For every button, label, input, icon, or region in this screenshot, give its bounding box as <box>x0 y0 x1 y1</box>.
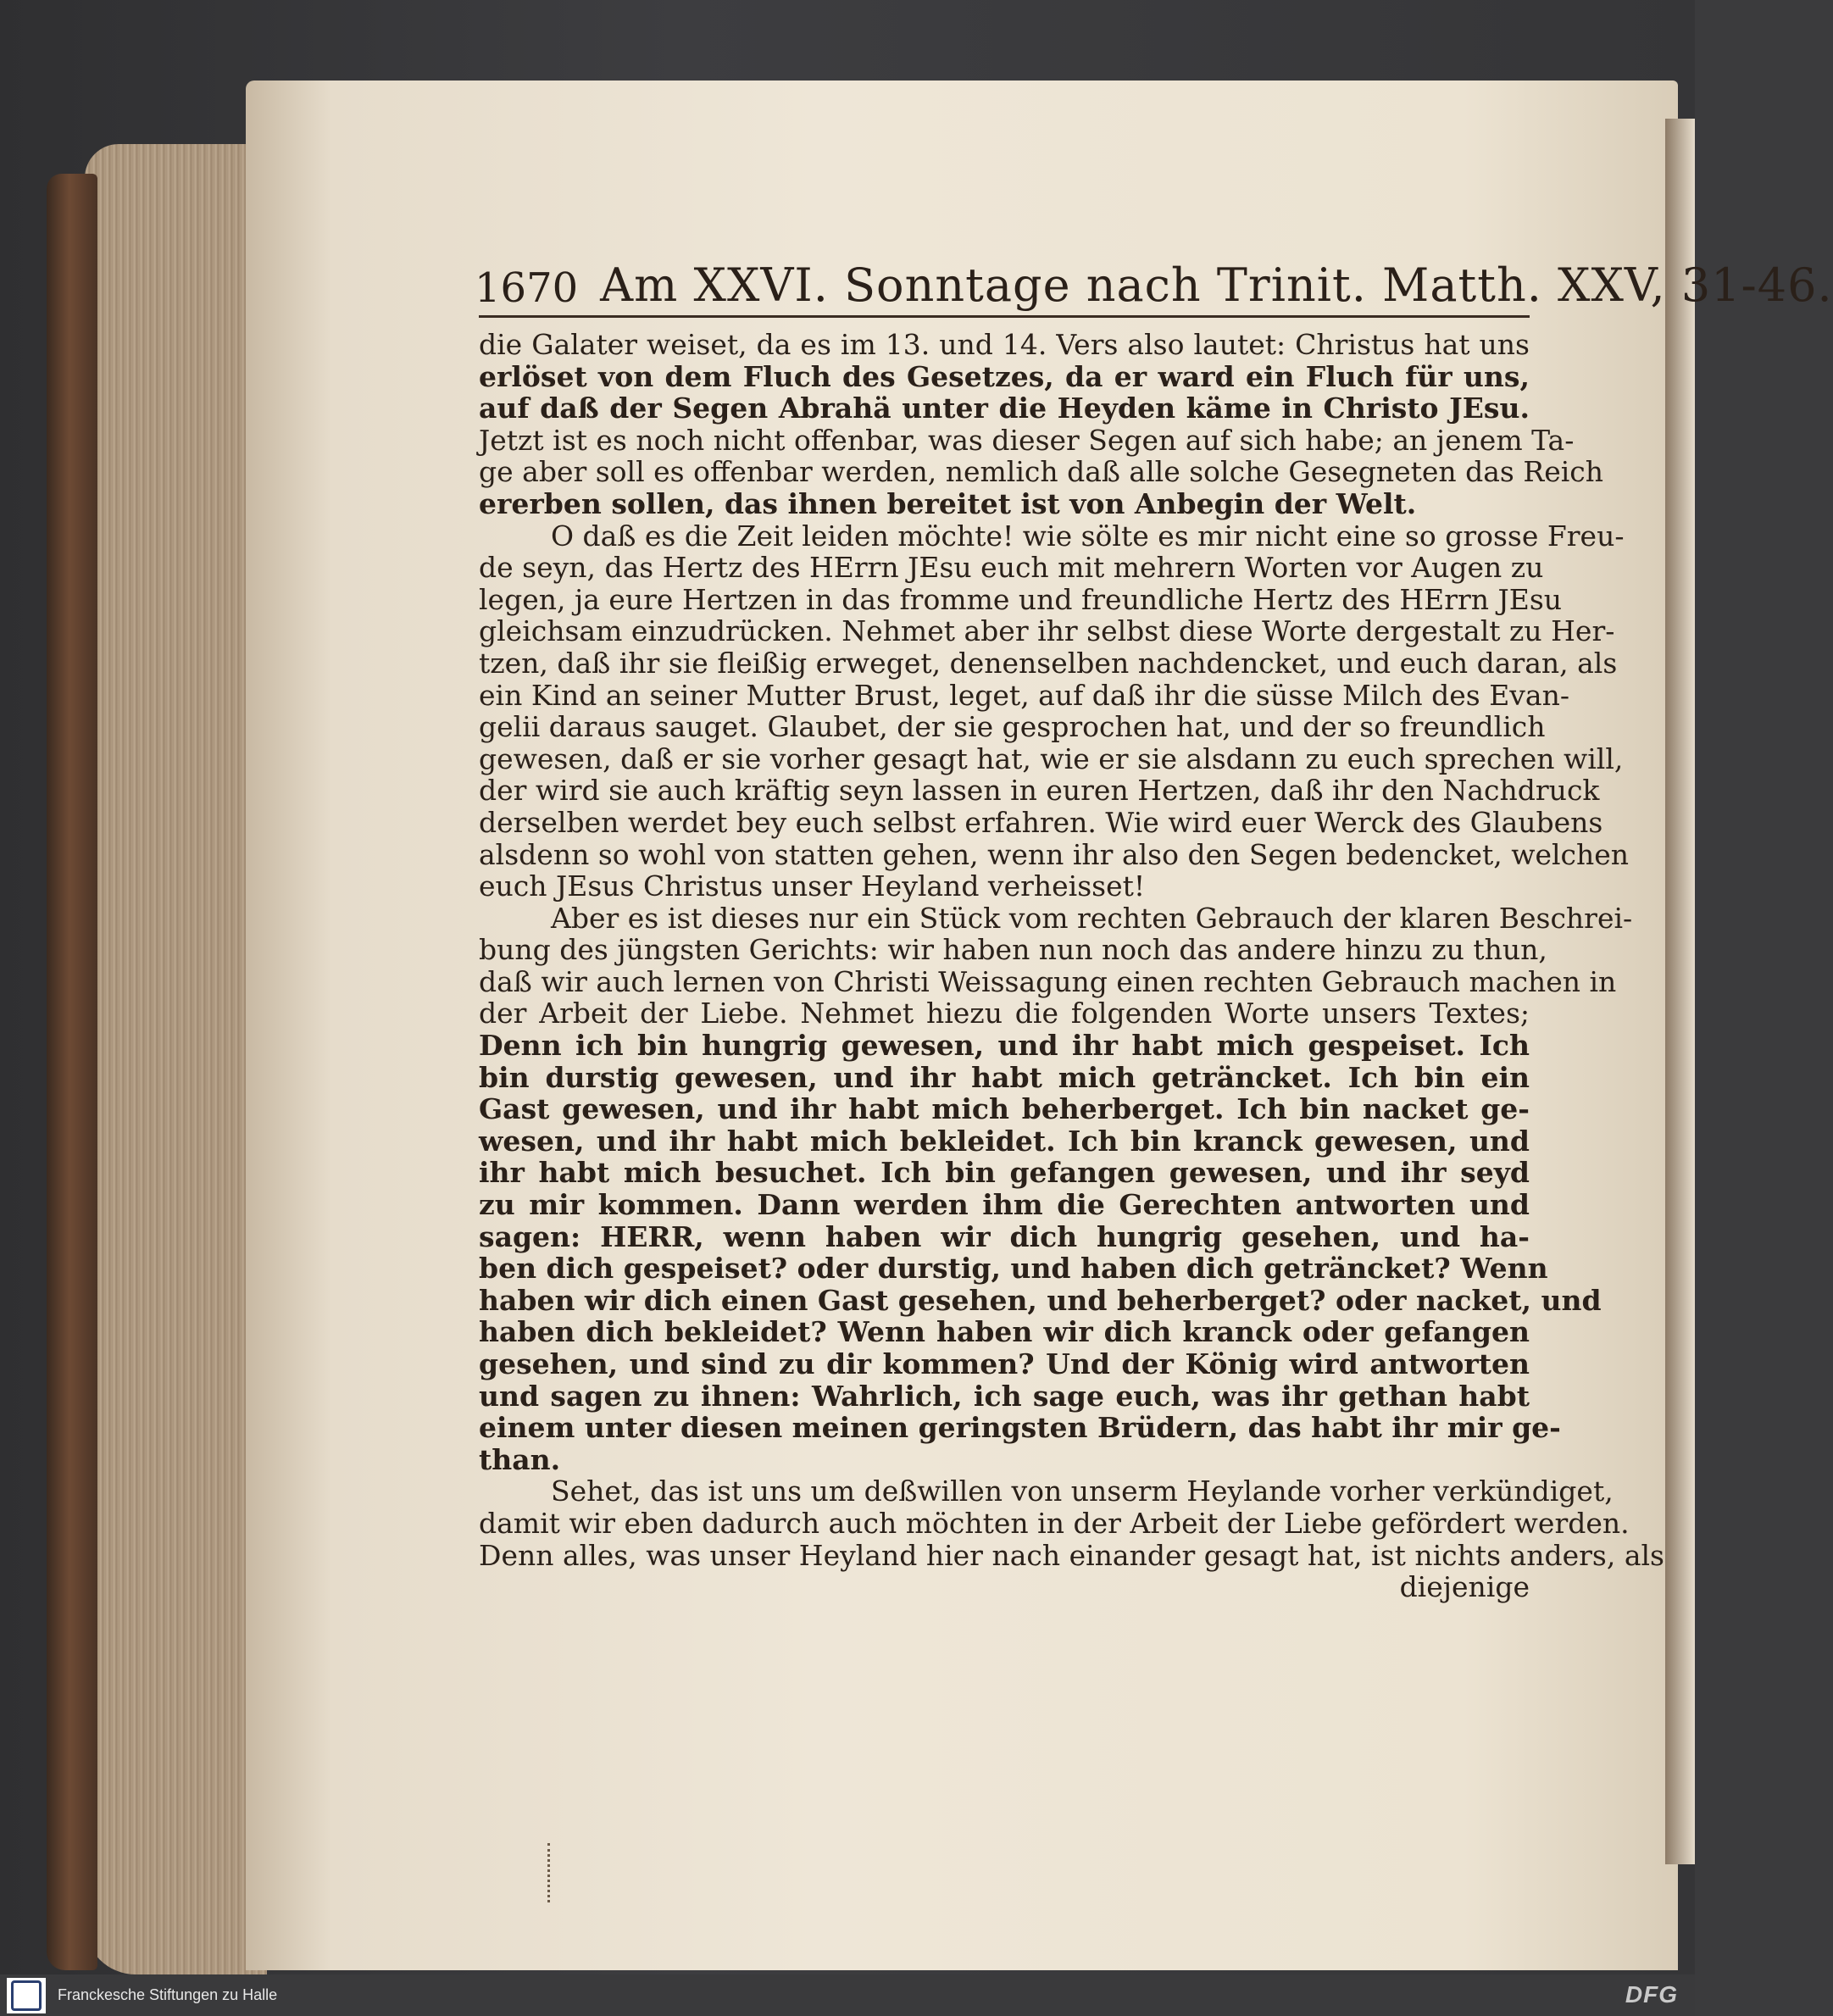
text-line: damit wir eben dadurch auch möchten in der Arbeit der Liebe gefördert werden. <box>479 1506 1630 1540</box>
text-line: der Arbeit der Liebe. Nehmet hiezu die folgenden Worte unsers Textes; <box>479 997 1530 1030</box>
viewer-footer <box>0 1974 1695 2016</box>
text-line: erlöset von dem Fluch des Gesetzes, da er ward ein Fluch für uns, <box>479 359 1530 393</box>
text-line: Denn alles, was unser Heyland hier nach einander gesagt hat, ist nichts anders, als <box>479 1538 1664 1572</box>
text-line: bin durstig gewesen, und ihr habt mich geträncket. Ich bin ein <box>479 1060 1530 1094</box>
text-line: diejenige <box>1399 1570 1530 1604</box>
page-number: 1670 <box>475 264 579 312</box>
body-text <box>479 328 1664 1604</box>
text-line: euch JEsus Christus unser Heyland verheisset! <box>479 869 1146 903</box>
text-line: than. <box>479 1442 561 1476</box>
text-line: haben dich bekleidet? Wenn haben wir dich kranck oder gefangen <box>479 1315 1530 1349</box>
page-header <box>475 246 1833 312</box>
text-line: die Galater weiset, da es im 13. und 14. Vers also lautet: Christus hat uns <box>479 328 1530 361</box>
text-line: der wird sie auch kräftig seyn lassen in euren Hertzen, daß ihr den Nachdruck <box>479 774 1600 808</box>
institution-name: Franckesche Stiftungen zu Halle <box>58 1986 278 2003</box>
text-line: Jetzt ist es noch nicht offenbar, was dieser Segen auf sich habe; an jenem Ta- <box>479 423 1575 457</box>
text-line: bung des jüngsten Gerichts: wir haben nun noch das andere hinzu zu thun, <box>479 933 1547 967</box>
text-line: zu mir kommen. Dann werden ihm die Gerechten antworten und <box>479 1188 1530 1222</box>
text-line: haben wir dich einen Gast gesehen, und beherberget? oder nacket, und <box>479 1283 1602 1317</box>
text-line: gleichsam einzudrücken. Nehmet aber ihr selbst diese Worte dergestalt zu Her- <box>479 614 1615 648</box>
text-line: ge aber soll es offenbar werden, nemlich daß alle solche Gesegneten das Reich <box>479 455 1604 489</box>
text-line: daß wir auch lernen von Christi Weissagung einen rechten Gebrauch machen in <box>479 964 1617 998</box>
text-line: ben dich gespeiset? oder durstig, und haben dich geträncket? Wenn <box>479 1252 1548 1286</box>
text-line: de seyn, das Hertz des HErrn JEsu euch mit mehrern Worten vor Augen zu <box>479 551 1544 585</box>
text-line: wesen, und ihr habt mich bekleidet. Ich bin kranck gewesen, und <box>479 1124 1530 1158</box>
text-line: gelii daraus sauget. Glaubet, der sie gesprochen hat, und der so freundlich <box>479 710 1546 744</box>
text-line: einem unter diesen meinen geringsten Brüdern, das habt ihr mir ge- <box>479 1411 1561 1445</box>
institution-logo-icon <box>7 1978 46 2013</box>
text-line: sagen: HERR, wenn haben wir dich hungrig gesehen, und ha- <box>479 1219 1530 1253</box>
text-line: derselben werdet bey euch selbst erfahren. Wie wird euer Werck des Glaubens <box>479 805 1603 839</box>
text-line: und sagen zu ihnen: Wahrlich, ich sage euch, was ihr gethan habt <box>479 1379 1530 1413</box>
text-line: alsdenn so wohl von statten gehen, wenn ihr also den Segen bedencket, welchen <box>479 837 1630 871</box>
text-line: gewesen, daß er sie vorher gesagt hat, wie er sie alsdann zu euch sprechen will, <box>479 741 1624 775</box>
page-edges <box>85 144 267 1974</box>
book-spine <box>47 174 97 1970</box>
text-line: gesehen, und sind zu dir kommen? Und der König wird antworten <box>479 1347 1530 1380</box>
text-line: Gast gewesen, und ihr habt mich beherberget. Ich bin nacket ge- <box>479 1092 1530 1126</box>
text-line: Denn ich bin hungrig gewesen, und ihr habt mich gespeiset. Ich <box>479 1029 1530 1063</box>
text-line: Aber es ist dieses nur ein Stück vom rechten Gebrauch der klaren Beschrei- <box>551 901 1633 935</box>
dfg-logo: DFG <box>1625 1981 1678 2008</box>
text-line: Sehet, das ist uns um deßwillen von unserm Heylande vorher verkündiget, <box>551 1475 1614 1508</box>
gutter-mark <box>547 1843 555 1902</box>
text-line: auf daß der Segen Abrahä unter die Heyden käme in Christo JEsu. <box>479 392 1530 425</box>
text-line: legen, ja eure Hertzen in das fromme und freundliche Hertz des HErrn JEsu <box>479 582 1563 616</box>
text-line: ihr habt mich besuchet. Ich bin gefangen gewesen, und ihr seyd <box>479 1156 1530 1190</box>
text-line: O daß es die Zeit leiden möchte! wie sölte es mir nicht eine so grosse Freu- <box>551 519 1625 553</box>
text-line: ein Kind an seiner Mutter Brust, leget, auf daß ihr die süsse Milch des Evan- <box>479 678 1569 712</box>
header-rule <box>479 315 1530 318</box>
text-line: tzen, daß ihr sie fleißig erweget, denenselben nachdencket, und euch daran, als <box>479 646 1618 680</box>
facing-page-edge <box>1665 119 1695 1864</box>
text-line: ererben sollen, das ihnen bereitet ist von Anbegin der Welt. <box>479 486 1417 520</box>
running-title: Am XXVI. Sonntage nach Trinit. Matth. XXV, 31-46. <box>600 258 1833 312</box>
